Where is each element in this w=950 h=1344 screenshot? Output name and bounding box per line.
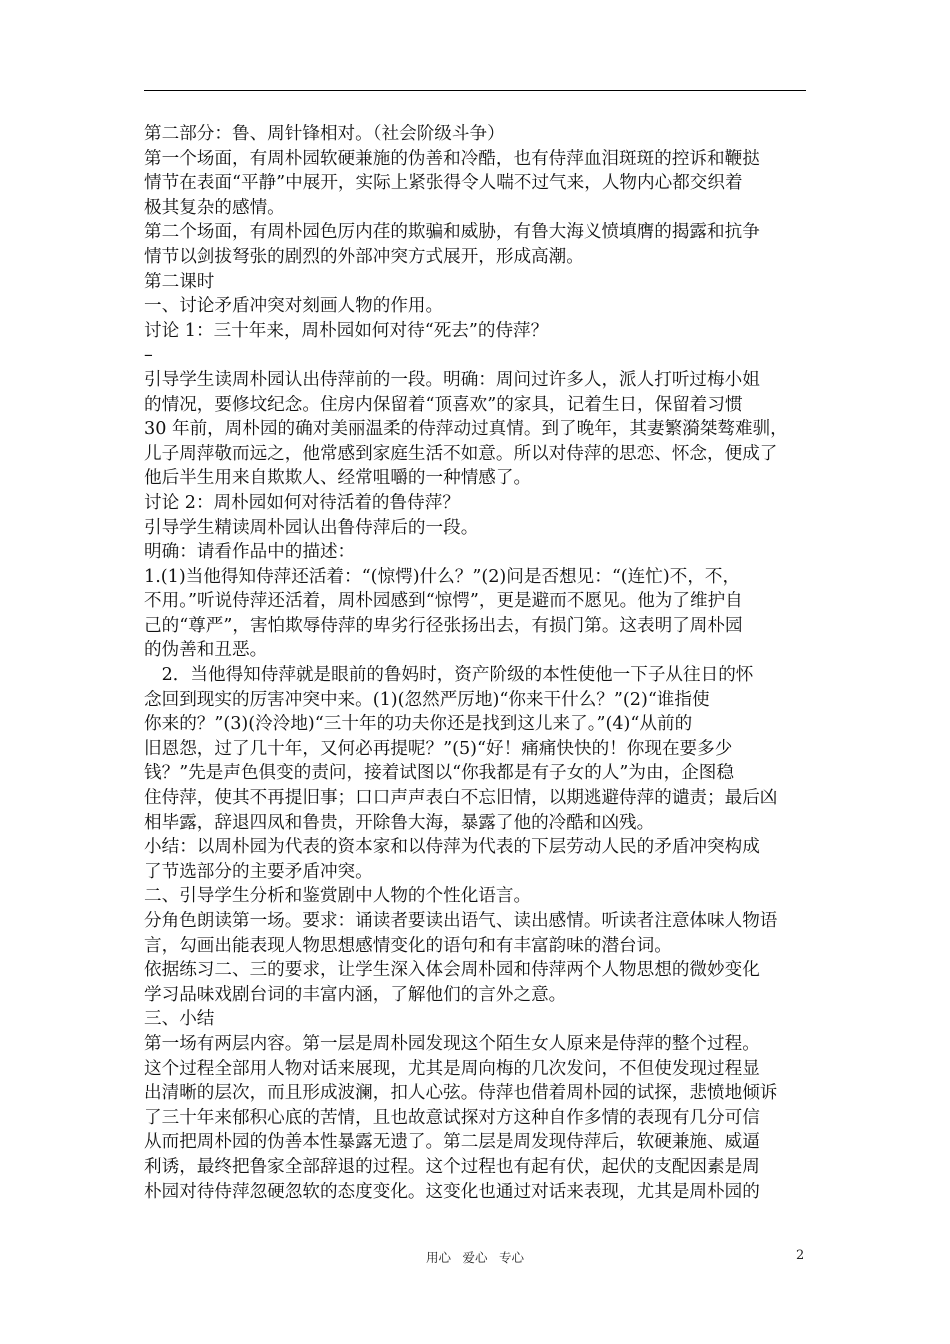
text-line: 第二课时 [144, 271, 215, 292]
text-line: 2．当他得知侍萍就是眼前的鲁妈时，资产阶级的本性使他一下子从往日的怀 [144, 665, 754, 686]
text-line: 第二部分：鲁、周针锋相对。（社会阶级斗争） [144, 124, 505, 144]
header-rule [144, 90, 806, 91]
text-line: 念回到现实的厉害冲突中来。(1)(忽然严厉地)“你来干什么？”(2)“谁指使 [144, 689, 710, 710]
text-line: 了节选部分的主要矛盾冲突。 [144, 861, 373, 882]
text-line: 第一个场面，有周朴园软硬兼施的伪善和冷酷，也有侍萍血泪斑斑的控诉和鞭挞 [144, 148, 760, 169]
text-line: 钱？”先是声色俱变的责问，接着试图以“你我都是有子女的人”为由，企图稳 [144, 763, 734, 784]
text-line: 引导学生精读周朴园认出鲁侍萍后的一段。 [144, 517, 479, 538]
text-line: 从而把周朴园的伪善本性暴露无遗了。第二层是周发现侍萍后，软硬兼施、威逼 [144, 1132, 760, 1153]
text-line: 讨论 2：周朴园如何对待活着的鲁侍萍？ [144, 492, 460, 513]
text-line: 情节在表面“平静”中展开，实际上紧张得令人喘不过气来，人物内心都交织着 [144, 173, 743, 194]
text-line: 你来的？”(3)(泠泠地)“三十年的功夫你还是找到这儿来了。”(4)“从前的 [144, 714, 693, 735]
text-line: 相毕露，辞退四凤和鲁贵，开除鲁大海，暴露了他的冷酷和凶残。 [144, 812, 655, 833]
text-line: 旧恩怨，过了几十年，又何必再提呢？”(5)“好！痛痛快快的！你现在要多少 [144, 738, 733, 759]
text-line: 三、小结 [144, 1009, 215, 1030]
text-line: 不用。”听说侍萍还活着，周朴园感到“惊愕”，更是避而不愿见。他为了维护自 [144, 591, 743, 612]
text-line: 这个过程全部用人物对话来展现，尤其是周向梅的几次发问，不但使发现过程显 [144, 1058, 760, 1079]
text-line: 住侍萍，使其不再提旧事；口口声声表白不忘旧情，以期逃避侍萍的谴责；最后凶 [144, 788, 778, 809]
text-line: 依据练习二、三的要求，让学生深入体会周朴园和侍萍两个人物思想的微妙变化 [144, 960, 760, 981]
document-body [144, 122, 808, 1204]
text-line: 的情况，要修坟纪念。住房内保留着“顶喜欢”的家具，记着生日，保留着习惯 [144, 394, 743, 415]
text-line: 分角色朗读第一场。要求：诵读者要读出语气、读出感情。听读者注意体味人物语 [144, 911, 778, 931]
text-line: 小结：以周朴园为代表的资本家和以侍萍为代表的下层劳动人民的矛盾冲突构成 [144, 837, 760, 858]
text-line: 第二个场面，有周朴园色厉内荏的欺骗和威胁，有鲁大海义愤填膺的揭露和抗争 [144, 222, 760, 243]
text-line: 讨论 1：三十年来，周朴园如何对待“死去”的侍萍？ [144, 320, 549, 341]
text-line: 出清晰的层次，而且形成波澜，扣人心弦。侍萍也借着周朴园的试探，悲愤地倾诉 [144, 1083, 778, 1104]
text-line: – [144, 345, 153, 366]
text-line: 明确：请看作品中的描述： [144, 542, 356, 563]
page-number: 2 [796, 1248, 805, 1263]
text-line: 言，勾画出能表现人物思想感情变化的语句和有丰富韵味的潜台词。 [144, 935, 672, 956]
text-line: 朴园对待侍萍忽硬忽软的态度变化。这变化也通过对话来表现，尤其是周朴园的 [144, 1181, 760, 1202]
text-line: 己的“尊严”，害怕欺辱侍萍的卑劣行径张扬出去，有损门第。这表明了周朴园 [144, 615, 743, 636]
text-line: 二、引导学生分析和鉴赏剧中人物的个性化语言。 [144, 886, 532, 907]
footer-motto: 用心 爱心 专心 [426, 1250, 524, 1265]
text-line: 利诱，最终把鲁家全部辞退的过程。这个过程也有起有伏，起伏的支配因素是周 [144, 1156, 760, 1177]
text-line: 他后半生用来自欺欺人、经常咀嚼的一种情感了。 [144, 468, 532, 489]
text-line: 学习品味戏剧台词的丰富内涵，了解他们的言外之意。 [144, 984, 567, 1005]
text-line: 第一场有两层内容。第一层是周朴园发现这个陌生女人原来是侍萍的整个过程。 [144, 1033, 760, 1054]
text-line: 的伪善和丑恶。 [144, 640, 268, 661]
text-line: 一、讨论矛盾冲突对刻画人物的作用。 [144, 296, 444, 317]
text-line: 1.(1)当他得知侍萍还活着：“(惊愕)什么？”(2)问是否想见：“(连忙)不，不， [144, 566, 741, 587]
text-line: 极其复杂的感情。 [144, 197, 285, 218]
text-line: 儿子周萍敬而远之，他常感到家庭生活不如意。所以对侍萍的思恋、怀念，便成了 [144, 443, 778, 464]
text-line: 30 年前，周朴园的确对美丽温柔的侍萍动过真情。到了晚年，其妻繁漪桀骜难驯， [144, 419, 788, 440]
text-line: 情节以剑拔弩张的剧烈的外部冲突方式展开，形成高潮。 [144, 246, 584, 267]
text-line: 了三十年来郁积心底的苦情，且也故意试探对方这种自作多情的表现有几分可信 [144, 1107, 760, 1128]
text-line: 引导学生读周朴园认出侍萍前的一段。明确：周问过许多人，派人打听过梅小姐 [144, 369, 760, 390]
